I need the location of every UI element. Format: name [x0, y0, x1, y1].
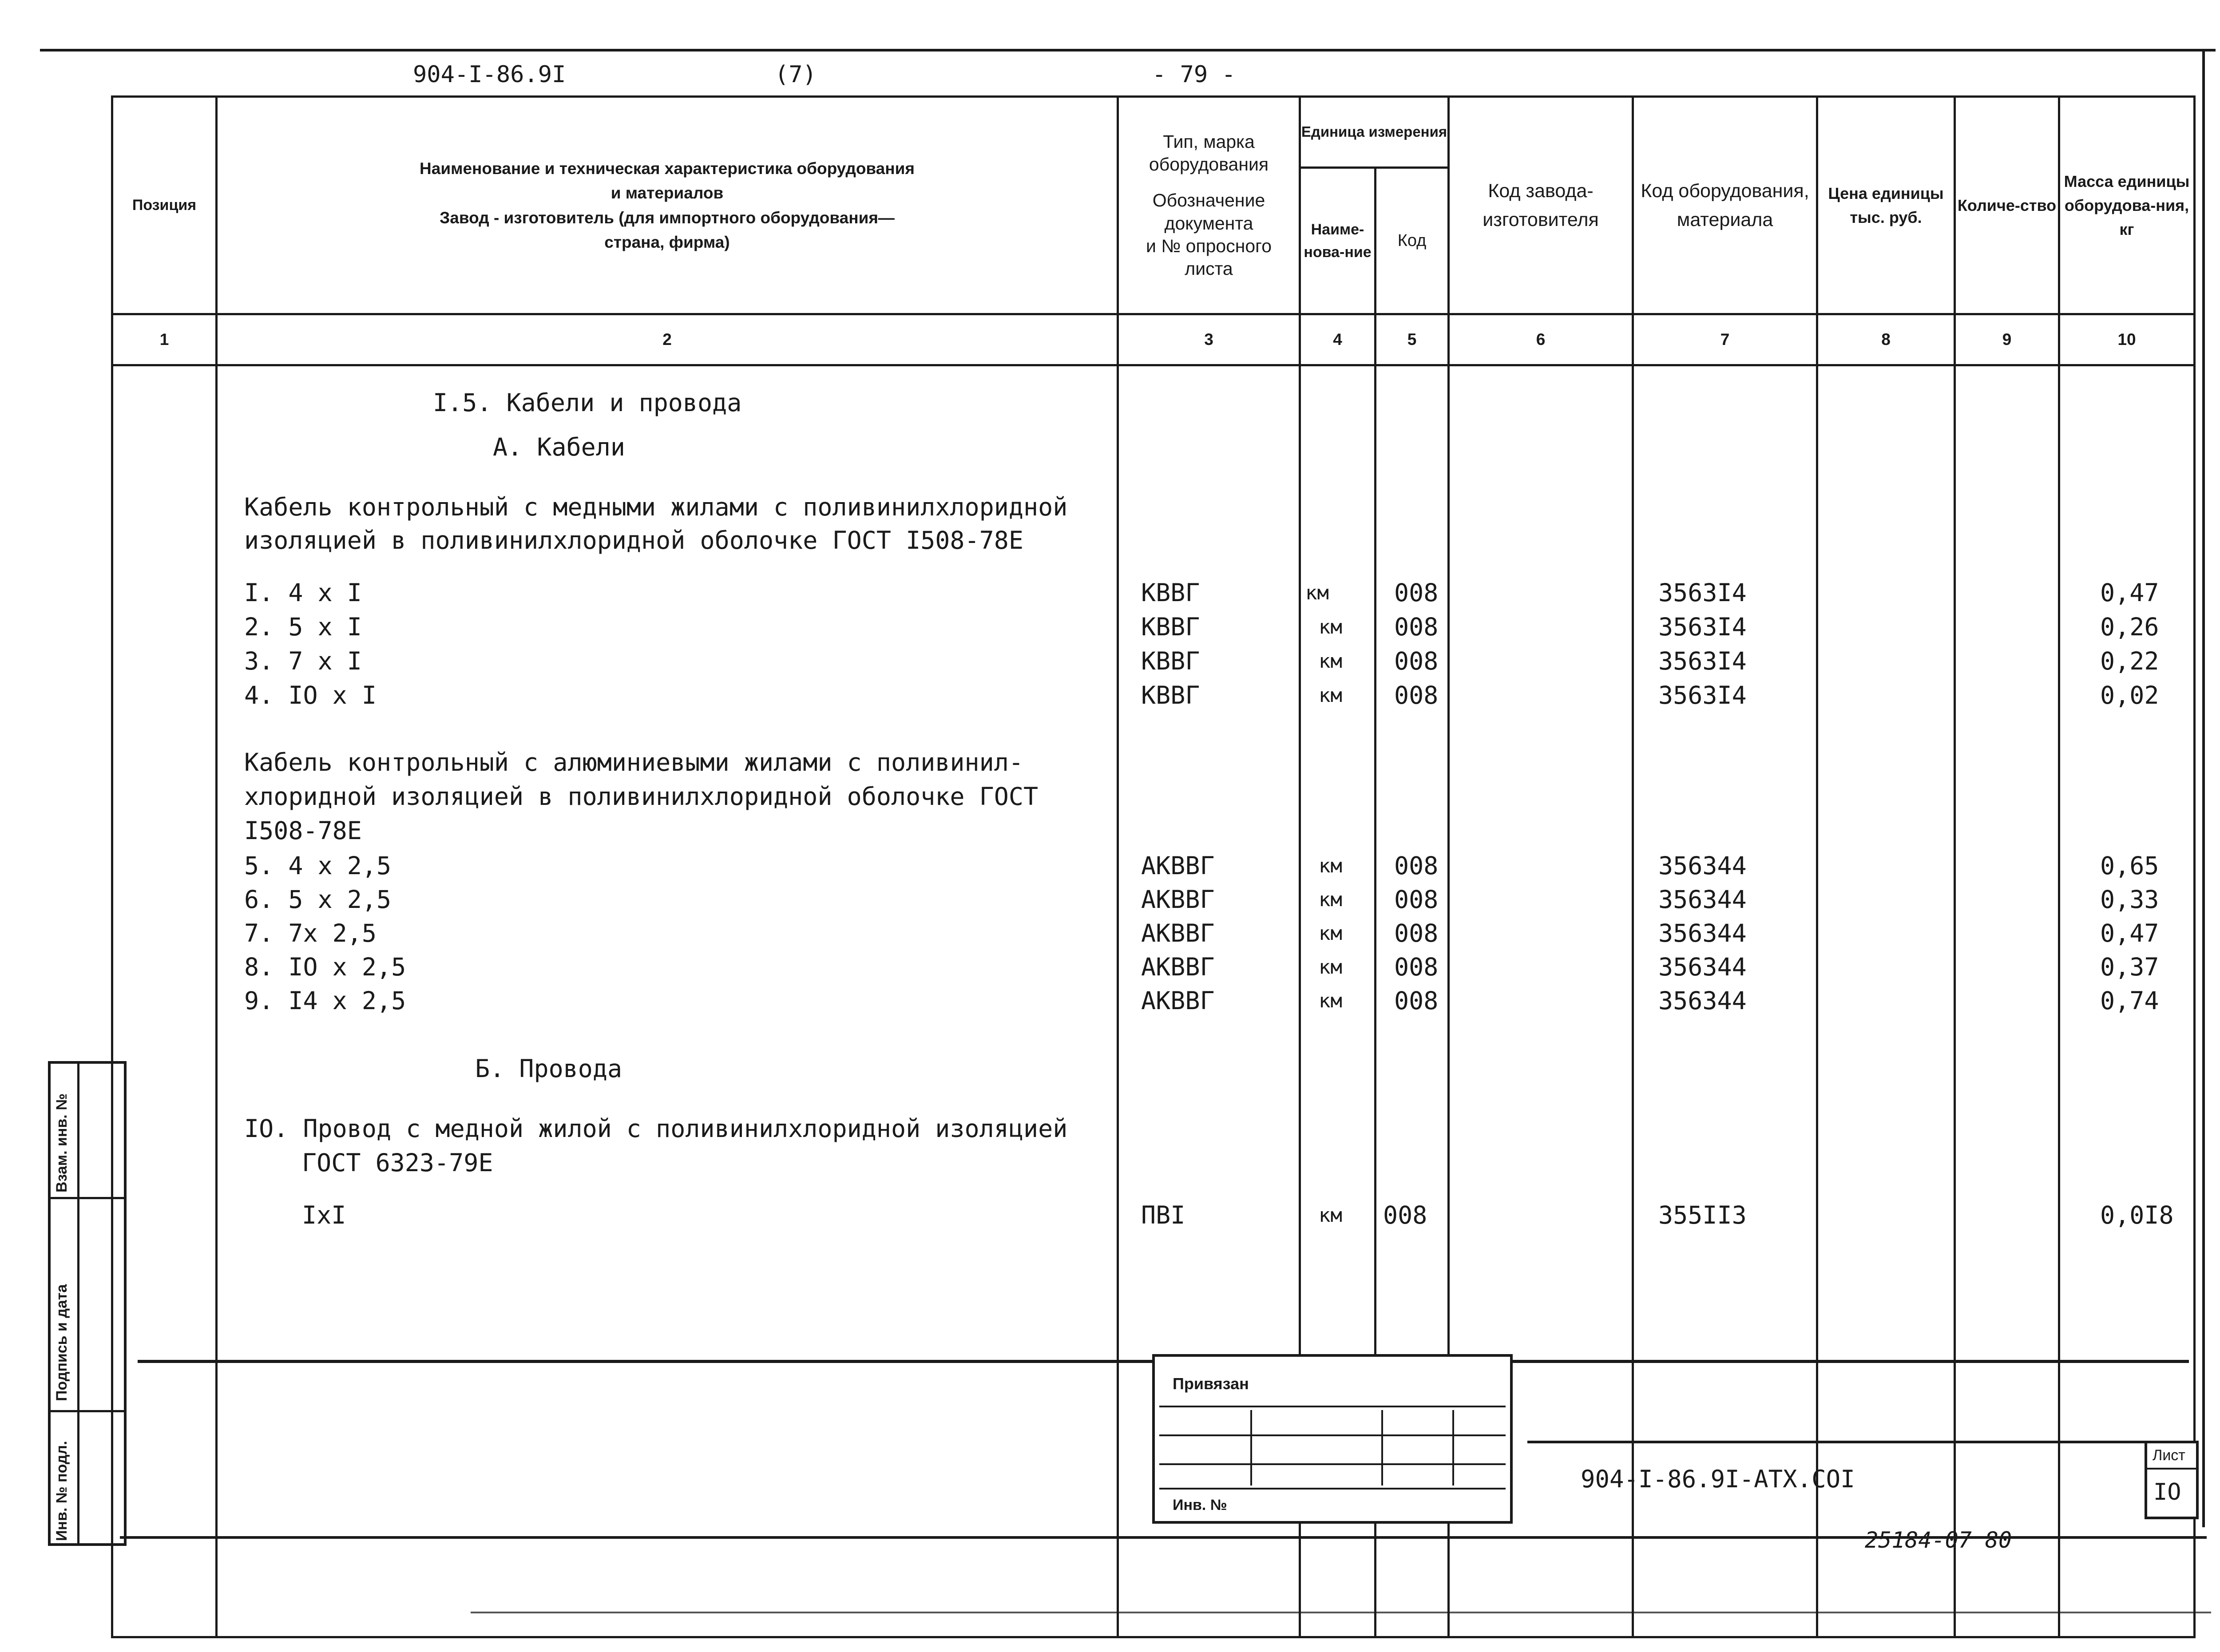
row-equip-code: 3563I4: [1658, 613, 1747, 641]
row-unit: км: [1319, 956, 1342, 979]
row-mass: 0,47: [2100, 578, 2159, 607]
header-doc-code: 904-I-86.9I: [413, 61, 566, 88]
right-frame-line: [2202, 49, 2205, 1527]
subsection-cables: А. Кабели: [493, 433, 626, 461]
side-approval-strip: [48, 1061, 127, 1546]
stamp-divider: [1250, 1410, 1252, 1486]
body-equip-code-cell: [1633, 365, 1817, 1637]
row-name: 9. I4 x 2,5: [244, 986, 406, 1015]
col-qty-header: Количе-ство: [1955, 97, 2059, 314]
row-name: IxI: [302, 1201, 346, 1229]
group1-desc-line1: Кабель контрольный с медными жилами с поливинилхлоридной: [244, 493, 1068, 521]
row-equip-code: 356344: [1658, 919, 1747, 947]
row-mass: 0,0I8: [2100, 1201, 2174, 1229]
group3-desc-line1: IO. Провод с медной жилой с поливинилхлоридной изоляцией: [244, 1114, 1068, 1143]
col-number: 7: [1633, 314, 1817, 365]
col-price-header: Цена единицы тыс. руб.: [1817, 97, 1955, 314]
row-name: 3. 7 x I: [244, 647, 362, 675]
col-name-line3: Завод - изготовитель (для импортного оборудования—: [440, 208, 895, 227]
row-equip-code: 355II3: [1658, 1201, 1747, 1229]
sheet-label: Лист: [2153, 1447, 2185, 1464]
top-frame-line: [40, 49, 2216, 52]
side-label-inv-sub: Инв. № подл.: [53, 1441, 70, 1541]
row-type: КВВГ: [1141, 578, 1200, 607]
col-number: 3: [1118, 314, 1300, 365]
row-unit: км: [1319, 650, 1342, 673]
inventory-label: Инв. №: [1173, 1497, 1227, 1513]
body-name-cell: [217, 365, 1118, 1637]
row-code: 008: [1394, 986, 1439, 1015]
row-equip-code: 356344: [1658, 852, 1747, 880]
side-label-vzam: Взам. инв. №: [53, 1093, 70, 1192]
col-number: 10: [2059, 314, 2195, 365]
binding-stamp-label: Привязан: [1173, 1375, 1249, 1393]
col-unit-code-header: Код: [1376, 168, 1449, 314]
body-qty-cell: [1955, 365, 2059, 1637]
row-mass: 0,02: [2100, 681, 2159, 709]
body-position-cell: [112, 365, 217, 1637]
row-mass: 0,22: [2100, 647, 2159, 675]
row-equip-code: 3563I4: [1658, 578, 1747, 607]
subsection-wires: Б. Провода: [475, 1054, 622, 1083]
row-unit: км: [1319, 855, 1342, 877]
row-mass: 0,74: [2100, 986, 2159, 1015]
row-equip-code: 3563I4: [1658, 681, 1747, 709]
col-factory-code-header: Код завода-изготовителя: [1449, 97, 1633, 314]
designation-line: [1527, 1441, 2193, 1443]
row-mass: 0,47: [2100, 919, 2159, 947]
col-number: 1: [112, 314, 217, 365]
row-unit: км: [1319, 922, 1342, 945]
side-label-sign-date: Подпись и дата: [53, 1284, 70, 1401]
col-name-line4: страна, фирма): [604, 233, 730, 251]
row-type: АКВВГ: [1141, 953, 1215, 981]
row-mass: 0,65: [2100, 852, 2159, 880]
row-equip-code: 3563I4: [1658, 647, 1747, 675]
side-divider: [51, 1197, 124, 1199]
col-type-line1: Тип, марка: [1163, 131, 1255, 152]
stamp-line: [1159, 1406, 1506, 1407]
row-code: 008: [1394, 919, 1439, 947]
row-name: 4. IO x I: [244, 681, 377, 709]
row-mass: 0,37: [2100, 953, 2159, 981]
sheet-divider: [2147, 1468, 2196, 1470]
stamp-divider: [1381, 1410, 1383, 1486]
row-mass: 0,33: [2100, 885, 2159, 914]
row-type: КВВГ: [1141, 647, 1200, 675]
row-unit: км: [1319, 888, 1342, 911]
group3-desc-line2: ГОСТ 6323-79Е: [302, 1149, 493, 1177]
row-name: 6. 5 x 2,5: [244, 885, 392, 914]
col-number: 5: [1376, 314, 1449, 365]
row-unit: км: [1305, 582, 1329, 604]
col-type-line2: оборудования: [1149, 154, 1269, 174]
col-number: 6: [1449, 314, 1633, 365]
row-type: КВВГ: [1141, 681, 1200, 709]
col-name-header: [217, 97, 1118, 314]
col-number: 8: [1817, 314, 1955, 365]
row-name: 7. 7x 2,5: [244, 919, 377, 947]
row-code: 008: [1394, 647, 1439, 675]
binding-stamp: [1152, 1354, 1513, 1524]
row-equip-code: 356344: [1658, 953, 1747, 981]
row-code: 008: [1394, 578, 1439, 607]
col-equip-code-header: Код оборудования, материала: [1633, 97, 1817, 314]
group2-desc-line2: хлоридной изоляцией в поливинилхлоридной оболочке ГОСТ: [244, 782, 1039, 811]
group1-desc-line2: изоляцией в поливинилхлоридной оболочке ГОСТ I508-78Е: [244, 526, 1023, 555]
stamp-divider: [1452, 1410, 1454, 1486]
header-page-number: - 79 -: [1152, 61, 1236, 88]
row-unit: км: [1319, 616, 1342, 638]
sheet-number: IO: [2153, 1479, 2181, 1505]
document-designation: 904-I-86.9I-АТХ.СОI: [1581, 1465, 1855, 1493]
row-equip-code: 356344: [1658, 885, 1747, 914]
row-type: АКВВГ: [1141, 986, 1215, 1015]
sheet-box: [2145, 1441, 2199, 1519]
row-type: КВВГ: [1141, 613, 1200, 641]
section-title: I.5. Кабели и провода: [433, 388, 742, 417]
row-code: 008: [1383, 1201, 1427, 1229]
row-type: АКВВГ: [1141, 885, 1215, 914]
row-code: 008: [1394, 953, 1439, 981]
col-number: 4: [1300, 314, 1376, 365]
col-number: 9: [1955, 314, 2059, 365]
side-divider: [51, 1410, 124, 1412]
col-unit-group-header: Единица измерения: [1300, 97, 1449, 168]
col-mass-header: Масса единицы оборудова-ния, кг: [2059, 97, 2195, 314]
row-type: АКВВГ: [1141, 852, 1215, 880]
col-type-header: [1118, 97, 1300, 314]
group2-desc-line1: Кабель контрольный с алюминиевыми жилами с поливинил-: [244, 748, 1023, 776]
col-name-line2: и материалов: [610, 184, 724, 202]
row-type: АКВВГ: [1141, 919, 1215, 947]
row-name: 8. IO x 2,5: [244, 953, 406, 981]
group2-desc-line3: I508-78Е: [244, 816, 362, 845]
row-unit: км: [1319, 684, 1342, 707]
row-unit: км: [1319, 990, 1342, 1012]
col-position-header: Позиция: [112, 97, 217, 314]
col-unit-name-header: Наиме-нова-ние: [1300, 168, 1376, 314]
body-price-cell: [1817, 365, 1955, 1637]
col-type-line4: документа: [1164, 213, 1253, 234]
row-name: 5. 4 x 2,5: [244, 852, 392, 880]
row-equip-code: 356344: [1658, 986, 1747, 1015]
row-code: 008: [1394, 613, 1439, 641]
col-name-line1: Наименование и техническая характеристика оборудования: [420, 159, 915, 178]
col-type-line6: листа: [1185, 258, 1233, 279]
row-code: 008: [1394, 885, 1439, 914]
handwritten-archive-number: 25184-07 80: [1865, 1527, 2012, 1553]
row-unit: км: [1319, 1204, 1342, 1227]
row-mass: 0,26: [2100, 613, 2159, 641]
col-type-line3: Обозначение: [1152, 190, 1265, 211]
header-part: (7): [775, 61, 817, 88]
row-type: ПВI: [1141, 1201, 1185, 1229]
row-name: 2. 5 x I: [244, 613, 362, 641]
row-code: 008: [1394, 852, 1439, 880]
stamp-line: [1159, 1488, 1506, 1490]
col-number: 2: [217, 314, 1118, 365]
row-code: 008: [1394, 681, 1439, 709]
col-type-line5: и № опросного: [1146, 235, 1272, 256]
row-name: I. 4 x I: [244, 578, 362, 607]
